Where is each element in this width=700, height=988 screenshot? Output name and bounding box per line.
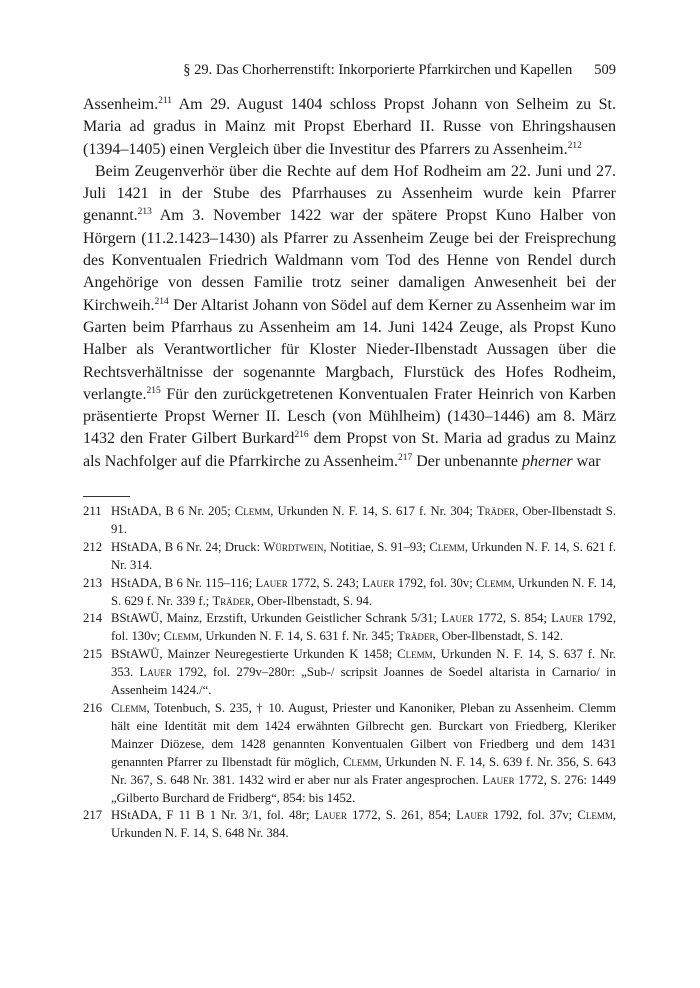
text-run: war [572, 452, 601, 470]
footnote-number: 212 [83, 539, 103, 554]
author-name: Clemm [476, 575, 512, 590]
paragraph-2 [83, 161, 616, 473]
text-run: HStADA, B 6 Nr. 24; Druck: [111, 539, 264, 554]
text-run: HStADA, B 6 Nr. 205; [111, 504, 235, 518]
footnote-text [111, 700, 616, 807]
footnote-separator [83, 496, 130, 497]
author-name: Clemm [342, 754, 379, 769]
text-run: HStADA, B 6 Nr. 115–116; [111, 575, 256, 590]
author-name: Clemm [429, 539, 465, 554]
text-run: , Totenbuch, S. 235, † 10. August, Priester und Kanoniker, Pleban zu Assenheim. Clemm hält eine Identität mit dem 1424 erwähnten Gilbrecht gen. Burckart von Friedberg, Kleriker Mainzer Diözese, dem 1428 genannten Konventualen Gilbert von Friedberg und dem 1431 genannten Pfarrer zu Ilbenstadt für möglich, [111, 700, 616, 769]
author-name: Clemm [234, 504, 271, 518]
text-run: 1792, fol. 130v; [111, 611, 617, 644]
footnote-number: 215 [83, 647, 103, 662]
author-name: Lauer [362, 575, 395, 590]
running-header [83, 62, 616, 79]
footnote-number: 214 [83, 611, 103, 626]
footnote-214 [83, 610, 616, 646]
italic-term: pherner [521, 452, 573, 470]
text-run: HStADA, F 11 B 1 Nr. 3/1, fol. 48r; [111, 808, 315, 823]
author-name: Clemm [577, 808, 613, 823]
text-run: , Ober-Ilbenstadt, S. 94. [250, 593, 373, 608]
footnote-ref-216[interactable]: 216 [294, 430, 309, 441]
main-text [83, 94, 616, 473]
footnote-ref-215[interactable]: 215 [146, 385, 161, 396]
text-run: Am 29. August 1404 schloss Propst Johann von Selheim zu St. Maria ad gradus in Mainz mit Propst Eberhard II. Russe von Ehringshausen (1394–1405) einen Vergleich über die Investitur des Pfarrers zu Assenheim. [83, 96, 616, 158]
text-run: , Urkunden N. F. 14, S. 621 f. Nr. 314. [111, 539, 616, 572]
footnote-number: 211 [83, 504, 102, 518]
text-run: , Ober-Ilbenstadt S. 91. [111, 504, 617, 536]
author-name: Lauer [255, 575, 288, 590]
footnote-217 [83, 807, 616, 843]
text-run: Für den zurückgetretenen Konventualen Frater Heinrich von Karben präsentierte Propst Werner II. Lesch (von Mühlheim) (1430–1446) am 8. März 1432 den Frater Gilbert Burkard [83, 385, 616, 448]
text-run: 1772, S. 261, 854; [346, 808, 457, 823]
footnote-ref-211[interactable]: 211 [158, 96, 173, 106]
running-head-title: § 29. Das Chorherrenstift: Inkorporierte Pfarrkirchen und Kapellen [183, 62, 573, 78]
footnotes [83, 503, 616, 843]
text-run: , Urkunden N. F. 14, S. 629 f. Nr. 339 f.; [111, 575, 616, 608]
author-name: Träder [212, 593, 251, 608]
footnote-text [111, 807, 616, 843]
text-run: 1772, S. 243; [287, 575, 363, 590]
author-name: Clemm [111, 700, 147, 715]
text-run: , Urkunden N. F. 14, S. 617 f. Nr. 304; [270, 504, 477, 518]
footnote-ref-213[interactable]: 213 [137, 207, 152, 218]
footnote-215 [83, 646, 616, 700]
author-name: Lauer [314, 808, 347, 823]
footnote-text [111, 646, 616, 700]
author-name: Clemm [397, 647, 433, 662]
text-run: Der Altarist Johann von Södel auf dem Kerner zu Assenheim war im Garten beim Pfarrhaus zu Assenheim am 14. Juni 1424 Zeuge, als Propst Kuno Halber als Verantwortlicher für Kloster Nieder-Ilbenstadt Aussagen über die Rechtsverhältnisse der sogenannte Margbach, Flurstück des Hofes Rodheim, verlangte. [83, 296, 616, 403]
footnote-text [111, 539, 616, 575]
footnote-text [111, 503, 616, 539]
author-name: Würdtwein [263, 539, 324, 554]
footnote-number: 213 [83, 575, 103, 590]
author-name: Clemm [163, 629, 199, 644]
footnote-212 [83, 539, 616, 575]
text-run: Beim Zeugenverhör über die Rechte auf dem Hof Rodheim am 22. Juni und 27. Juli 1421 in der Stube des Pfarrhauses zu Assenheim wurde kein Pfarrer genannt. [83, 162, 616, 225]
text-run: Der unbenannte [412, 452, 522, 470]
paragraph-1 [83, 94, 616, 161]
footnote-number: 217 [83, 808, 103, 823]
text-run: Am 3. November 1422 war der spätere Propst Kuno Halber von Hörgern (11.2.1423–1430) als Pfarrer zu Assenheim Zeuge bei der Freisprechung des Konventualen Friedrich Waldmann vom Tod des Henne von Rendel durch Angehörige von dessen Familie trotz seiner damaligen Anwesenheit bei der Kirchweih. [83, 207, 616, 314]
author-name: Lauer [441, 611, 474, 626]
footnote-213 [83, 575, 616, 611]
text-run: 1792, fol. 279v–280r: „Sub-/ scripsit Joannes de Soedel altarista in Carnario/ in Assenheim 1424./“. [111, 665, 616, 698]
footnote-ref-212[interactable]: 212 [567, 140, 582, 151]
text-run: , Urkunden N. F. 14, S. 631 f. Nr. 345; [198, 629, 398, 644]
text-run: BStAWÜ, Mainzer Neuregestierte Urkunden K 1458; [111, 647, 398, 662]
author-name: Lauer [139, 665, 172, 680]
text-run: 1772, S. 276: 1449 „Gilberto Burchard de Fridberg“, 854: bis 1452. [111, 772, 616, 805]
text-run: 1792, fol. 30v; [394, 575, 477, 590]
page-number: 509 [594, 62, 616, 78]
text-run: BStAWÜ, Mainz, Erzstift, Urkunden Geistlicher Schrank 5/31; [111, 611, 442, 626]
text-run: , Notitiae, S. 91–93; [323, 539, 430, 554]
text-run: , Urkunden N. F. 14, S. 639 f. Nr. 356, S. 643 Nr. 367, S. 648 Nr. 381. 1432 wird er aber nur als Frater angesprochen. [111, 754, 616, 787]
text-run: , Ober-Ilbenstadt, S. 142. [435, 629, 564, 644]
text-run: , Urkunden N. F. 14, S. 637 f. Nr. 353. [111, 647, 616, 680]
text-run: dem Propst von St. Maria ad gradus zu Mainz als Nachfolger auf die Pfarrkirche zu Assenheim. [83, 430, 616, 470]
footnote-211 [83, 503, 616, 539]
author-name: Träder [397, 629, 436, 644]
text-run: Assenheim. [83, 96, 159, 113]
author-name: Träder [476, 504, 516, 518]
footnote-text [111, 610, 616, 646]
text-run: 1772, S. 854; [473, 611, 552, 626]
text-run: 1792, fol. 37v; [488, 808, 578, 823]
footnote-text [111, 575, 616, 611]
text-run: , Urkunden N. F. 14, S. 648 Nr. 384. [111, 808, 616, 841]
footnote-ref-214[interactable]: 214 [154, 296, 169, 307]
author-name: Lauer [456, 808, 489, 823]
author-name: Lauer [551, 611, 584, 626]
footnote-216 [83, 700, 616, 807]
author-name: Lauer [482, 772, 515, 787]
footnote-number: 216 [83, 700, 103, 715]
footnote-ref-217[interactable]: 217 [398, 452, 413, 463]
